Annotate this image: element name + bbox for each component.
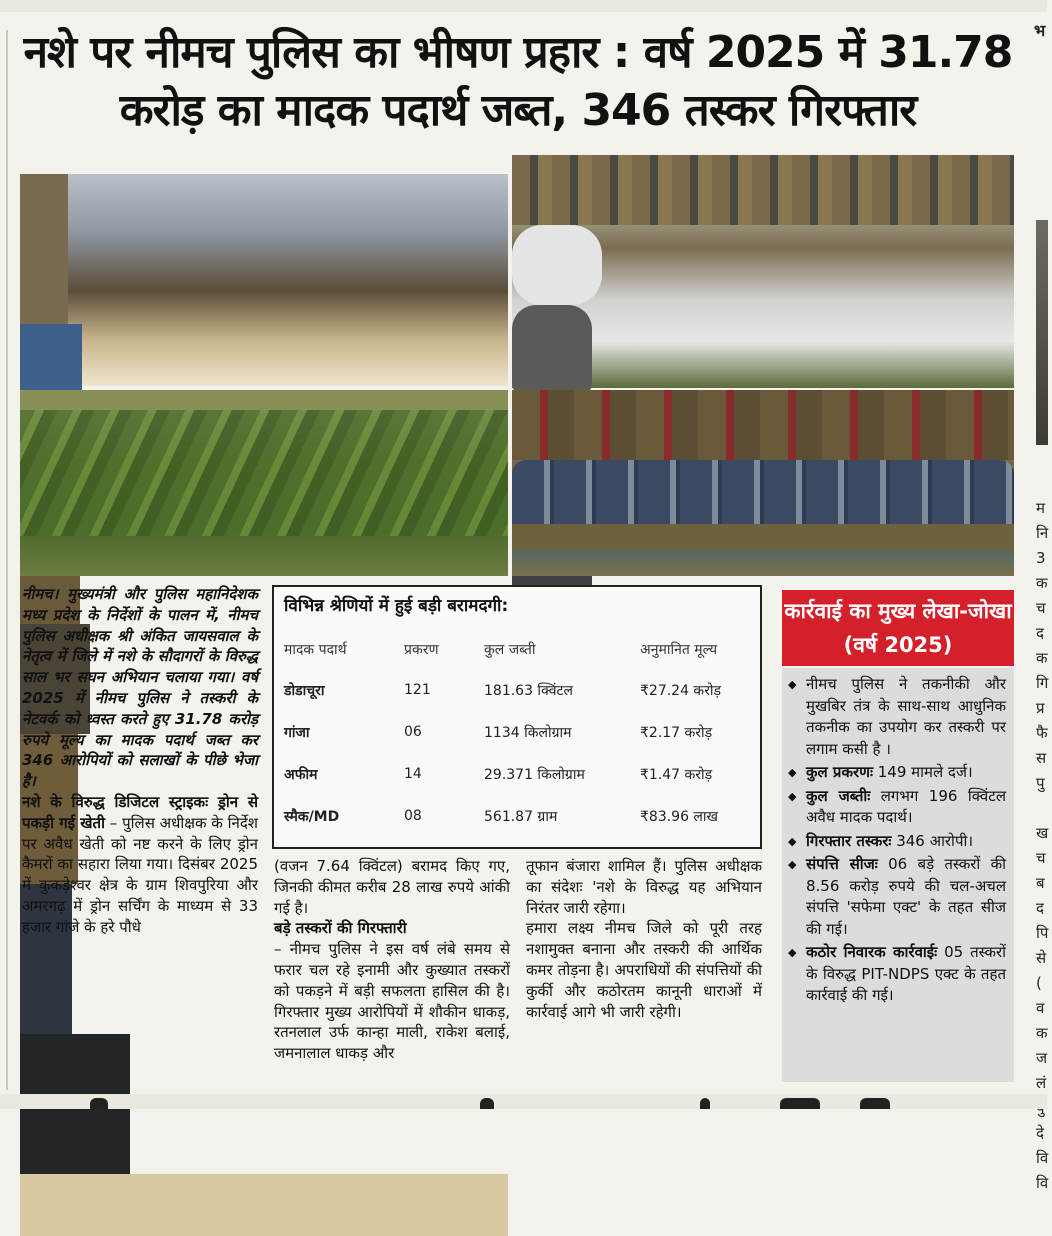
table-cell: 121	[404, 682, 431, 698]
table-cell: 29.371 किलोग्राम	[484, 766, 585, 783]
adjacent-text-fragment: पु	[1036, 774, 1045, 792]
previous-article-strip	[0, 0, 1047, 12]
sidebar-title: कार्रवाई का मुख्य लेखा-जोखा (वर्ष 2025)	[782, 590, 1014, 666]
adjacent-text-fragment: द	[1036, 624, 1044, 642]
table-row	[284, 669, 750, 711]
table-row	[284, 795, 750, 837]
sidebar-item	[788, 854, 1006, 940]
adjacent-text-fragment: गि	[1036, 674, 1049, 692]
headline-line-1: नशे पर नीमच पुलिस का भीषण प्रहार : वर्ष 2025 में 31.78	[23, 27, 1013, 78]
sidebar-item-key: गिरफ्तार तस्करः	[806, 831, 892, 850]
table-header: मादक पदार्थ	[284, 641, 347, 658]
sidebar-item-text: 346 आरोपी।	[891, 831, 974, 850]
table-row	[284, 753, 750, 795]
article-column-2	[274, 856, 510, 1064]
adjacent-text-fragment: च	[1036, 599, 1046, 617]
adjacent-text-fragment: प्र	[1036, 699, 1045, 717]
table-header: कुल जब्ती	[484, 641, 536, 658]
adjacent-text-fragment: ख	[1036, 824, 1049, 842]
table-header: अनुमानित मूल्य	[640, 641, 718, 658]
sidebar-item-text: लगभग 196 क्विंटल अवैध मादक पदार्थ।	[806, 786, 1006, 826]
sidebar-item	[788, 762, 1006, 784]
table-cell: ₹2.17 करोड़	[640, 724, 713, 741]
table-cell: अफीम	[284, 766, 318, 783]
table-cell: 181.63 क्विंटल	[484, 682, 574, 699]
sidebar-item-text: 06 बड़े तस्करों की 8.56 करोड़ रुपये की चल-अचल संपत्ति 'सफेमा एक्ट' के तहत सीज की गई।	[806, 855, 1006, 938]
article-lead-paragraph: नीमच। मुख्यमंत्री और पुलिस महानिदेशक मध्य प्रदेश के निर्देशों के पालन में, नीमच पुलिस अधीक्षक श्री अंकित जायसवाल के नेतृत्व में जिले में नशे के सौदागरों के विरुद्ध साल भर सघन अभियान चलाया गया। वर्ष 2025 में नीमच पुलिस ने तस्करी के नेटवर्क को ध्वस्त करते हुए 31.78 करोड़ रुपये मूल्य का मादक पदार्थ जब्त कर 346 आरोपियों को सलाखों के पीछे भेजा है।	[22, 585, 258, 791]
adjacent-text-fragment: नि	[1036, 524, 1049, 542]
adjacent-text-fragment: म	[1036, 499, 1045, 517]
next-article-strip	[0, 1094, 1047, 1109]
table-cell: ₹1.47 करोड़	[640, 766, 713, 783]
sidebar-item-key: कठोर निवारक कार्रवाईः	[806, 943, 938, 961]
paragraph-drone: – पुलिस अधीक्षक के निर्देश पर अवैध खेती को नष्ट करने के लिए ड्रोन कैमरों का सहारा लिया गया। दिसंबर 2025 में कुकड़ेश्वर क्षेत्र के ग्राम शिवपुरिया और अमरगढ़ में ड्रोन सर्चिंग के माध्यम से 33 हजार गांजे के हरे पौधे	[22, 813, 258, 936]
table-header: प्रकरण	[404, 641, 439, 658]
table-cell: गांजा	[284, 724, 310, 741]
police-team-with-sacks-photo	[512, 390, 1014, 576]
sidebar-item-key: संपत्ति सीजः	[806, 855, 878, 873]
column-rule	[6, 30, 8, 1090]
table-cell: ₹83.96 लाख	[640, 808, 719, 825]
table-header-row	[284, 629, 750, 669]
adjacent-headline-stub: भ	[1034, 21, 1046, 40]
adjacent-text-fragment: ब	[1036, 874, 1045, 892]
adjacent-text-fragment: व	[1036, 999, 1045, 1017]
table-cell: ₹27.24 करोड़	[640, 682, 722, 699]
seizure-table	[284, 629, 750, 837]
headline-line-2: करोड़ का मादक पदार्थ जब्त, 346 तस्कर गिरफ्तार	[119, 85, 917, 136]
adjacent-text-fragment: 3	[1036, 549, 1046, 567]
article-column-1	[22, 584, 258, 938]
adjacent-text-fragment: पि	[1036, 924, 1049, 942]
adjacent-text-fragment: वि	[1036, 1149, 1049, 1167]
adjacent-text-fragment: वि	[1036, 1174, 1049, 1192]
adjacent-text-fragment: क	[1036, 649, 1048, 667]
press-conference-photo	[20, 174, 508, 386]
seizure-table-box	[272, 585, 762, 849]
article-column-3	[526, 856, 762, 1022]
seized-sacks-field-photo	[512, 155, 1014, 388]
sidebar-item-text: 05 तस्करों के विरुद्ध PIT-NDPS एक्ट के तहत कार्रवाई की गई।	[806, 943, 1006, 1004]
table-cell: 06	[404, 724, 422, 740]
subheading-digital-strike: नशे के विरुद्ध डिजिटल स्ट्राइकः ड्रोन से पकड़ी गई खेती	[22, 792, 258, 832]
sidebar-item	[788, 786, 1006, 829]
adjacent-text-fragment: क	[1036, 574, 1048, 592]
table-cell: 1134 किलोग्राम	[484, 724, 572, 741]
table-cell: स्मैक/MD	[284, 808, 340, 825]
sidebar-item-key: कुल जब्तीः	[806, 786, 871, 805]
adjacent-text-fragment	[1036, 796, 1052, 821]
paragraph-arrests: – नीमच पुलिस ने इस वर्ष लंबे समय से फरार चल रहे इनामी और कुख्यात तस्करों को पकड़ने में बड़ी सफलता हासिल की है। गिरफ्तार मुख्य आरोपियों में शौकीन धाकड़, रतनलाल उर्फ कान्हा माली, राकेश बलाई, जमनालाल धाकड़ और	[274, 940, 510, 1063]
headline	[18, 24, 1018, 140]
paragraph-weight: (वजन 7.64 क्विंटल) बरामद किए गए, जिनकी कीमत करीब 28 लाख रुपये आंकी गई है।	[274, 857, 510, 917]
adjacent-photo-stub	[1036, 220, 1048, 445]
subheading-arrests: बड़े तस्करों की गिरफ्तारी	[274, 919, 407, 938]
sidebar-item	[788, 831, 1006, 853]
adjacent-text-fragment: दे	[1036, 1124, 1044, 1142]
adjacent-text-fragment: लं	[1036, 1074, 1047, 1092]
table-cell: 14	[404, 766, 422, 782]
adjacent-text-fragment: फै	[1036, 724, 1048, 742]
table-row	[284, 711, 750, 753]
adjacent-text-fragment: च	[1036, 849, 1046, 867]
table-cell: 08	[404, 808, 422, 824]
paragraph-goal: हमारा लक्ष्य नीमच जिले को पूरी तरह नशामुक्त बनाना और तस्करी की आर्थिक कमर तोड़ना है। अपराधियों की संपत्तियों की कुर्की और कठोरतम कानूनी धाराओं में कार्रवाई आगे भी जारी रहेगी।	[526, 919, 762, 1021]
adjacent-text-fragment: से	[1036, 949, 1047, 967]
table-cell: 561.87 ग्राम	[484, 808, 558, 825]
drone-crop-field-photo	[20, 390, 508, 576]
paragraph-sp-message: तूफान बंजारा शामिल हैं। पुलिस अधीक्षक का संदेशः 'नशे के विरुद्ध यह अभियान निरंतर जारी रहेगा।	[526, 857, 762, 917]
adjacent-text-fragment: ज	[1036, 1049, 1048, 1067]
adjacent-text-stub	[1036, 496, 1052, 1196]
table-title: विभिन्न श्रेणियों में हुई बड़ी बरामदगी:	[284, 596, 509, 616]
table-cell: डोडाचूरा	[284, 682, 325, 699]
sidebar-item-key: कुल प्रकरणः	[806, 763, 873, 781]
sidebar-item-text: 149 मामले दर्ज।	[872, 763, 973, 781]
sidebar-list	[788, 674, 1006, 1007]
adjacent-text-fragment: (	[1036, 974, 1042, 992]
adjacent-article-edge	[1028, 20, 1049, 1192]
sidebar-item-text: नीमच पुलिस ने तकनीकी और मुखबिर तंत्र के साथ-साथ आधुनिक तकनीक का उपयोग कर तस्करी पर लगाम कसी है ।	[806, 675, 1006, 758]
adjacent-text-fragment: द	[1036, 899, 1044, 917]
sidebar-item	[788, 674, 1006, 760]
adjacent-text-fragment: स	[1036, 749, 1047, 767]
sidebar-box	[782, 668, 1014, 1082]
sidebar-item	[788, 942, 1006, 1007]
adjacent-text-fragment: क	[1036, 1024, 1048, 1042]
